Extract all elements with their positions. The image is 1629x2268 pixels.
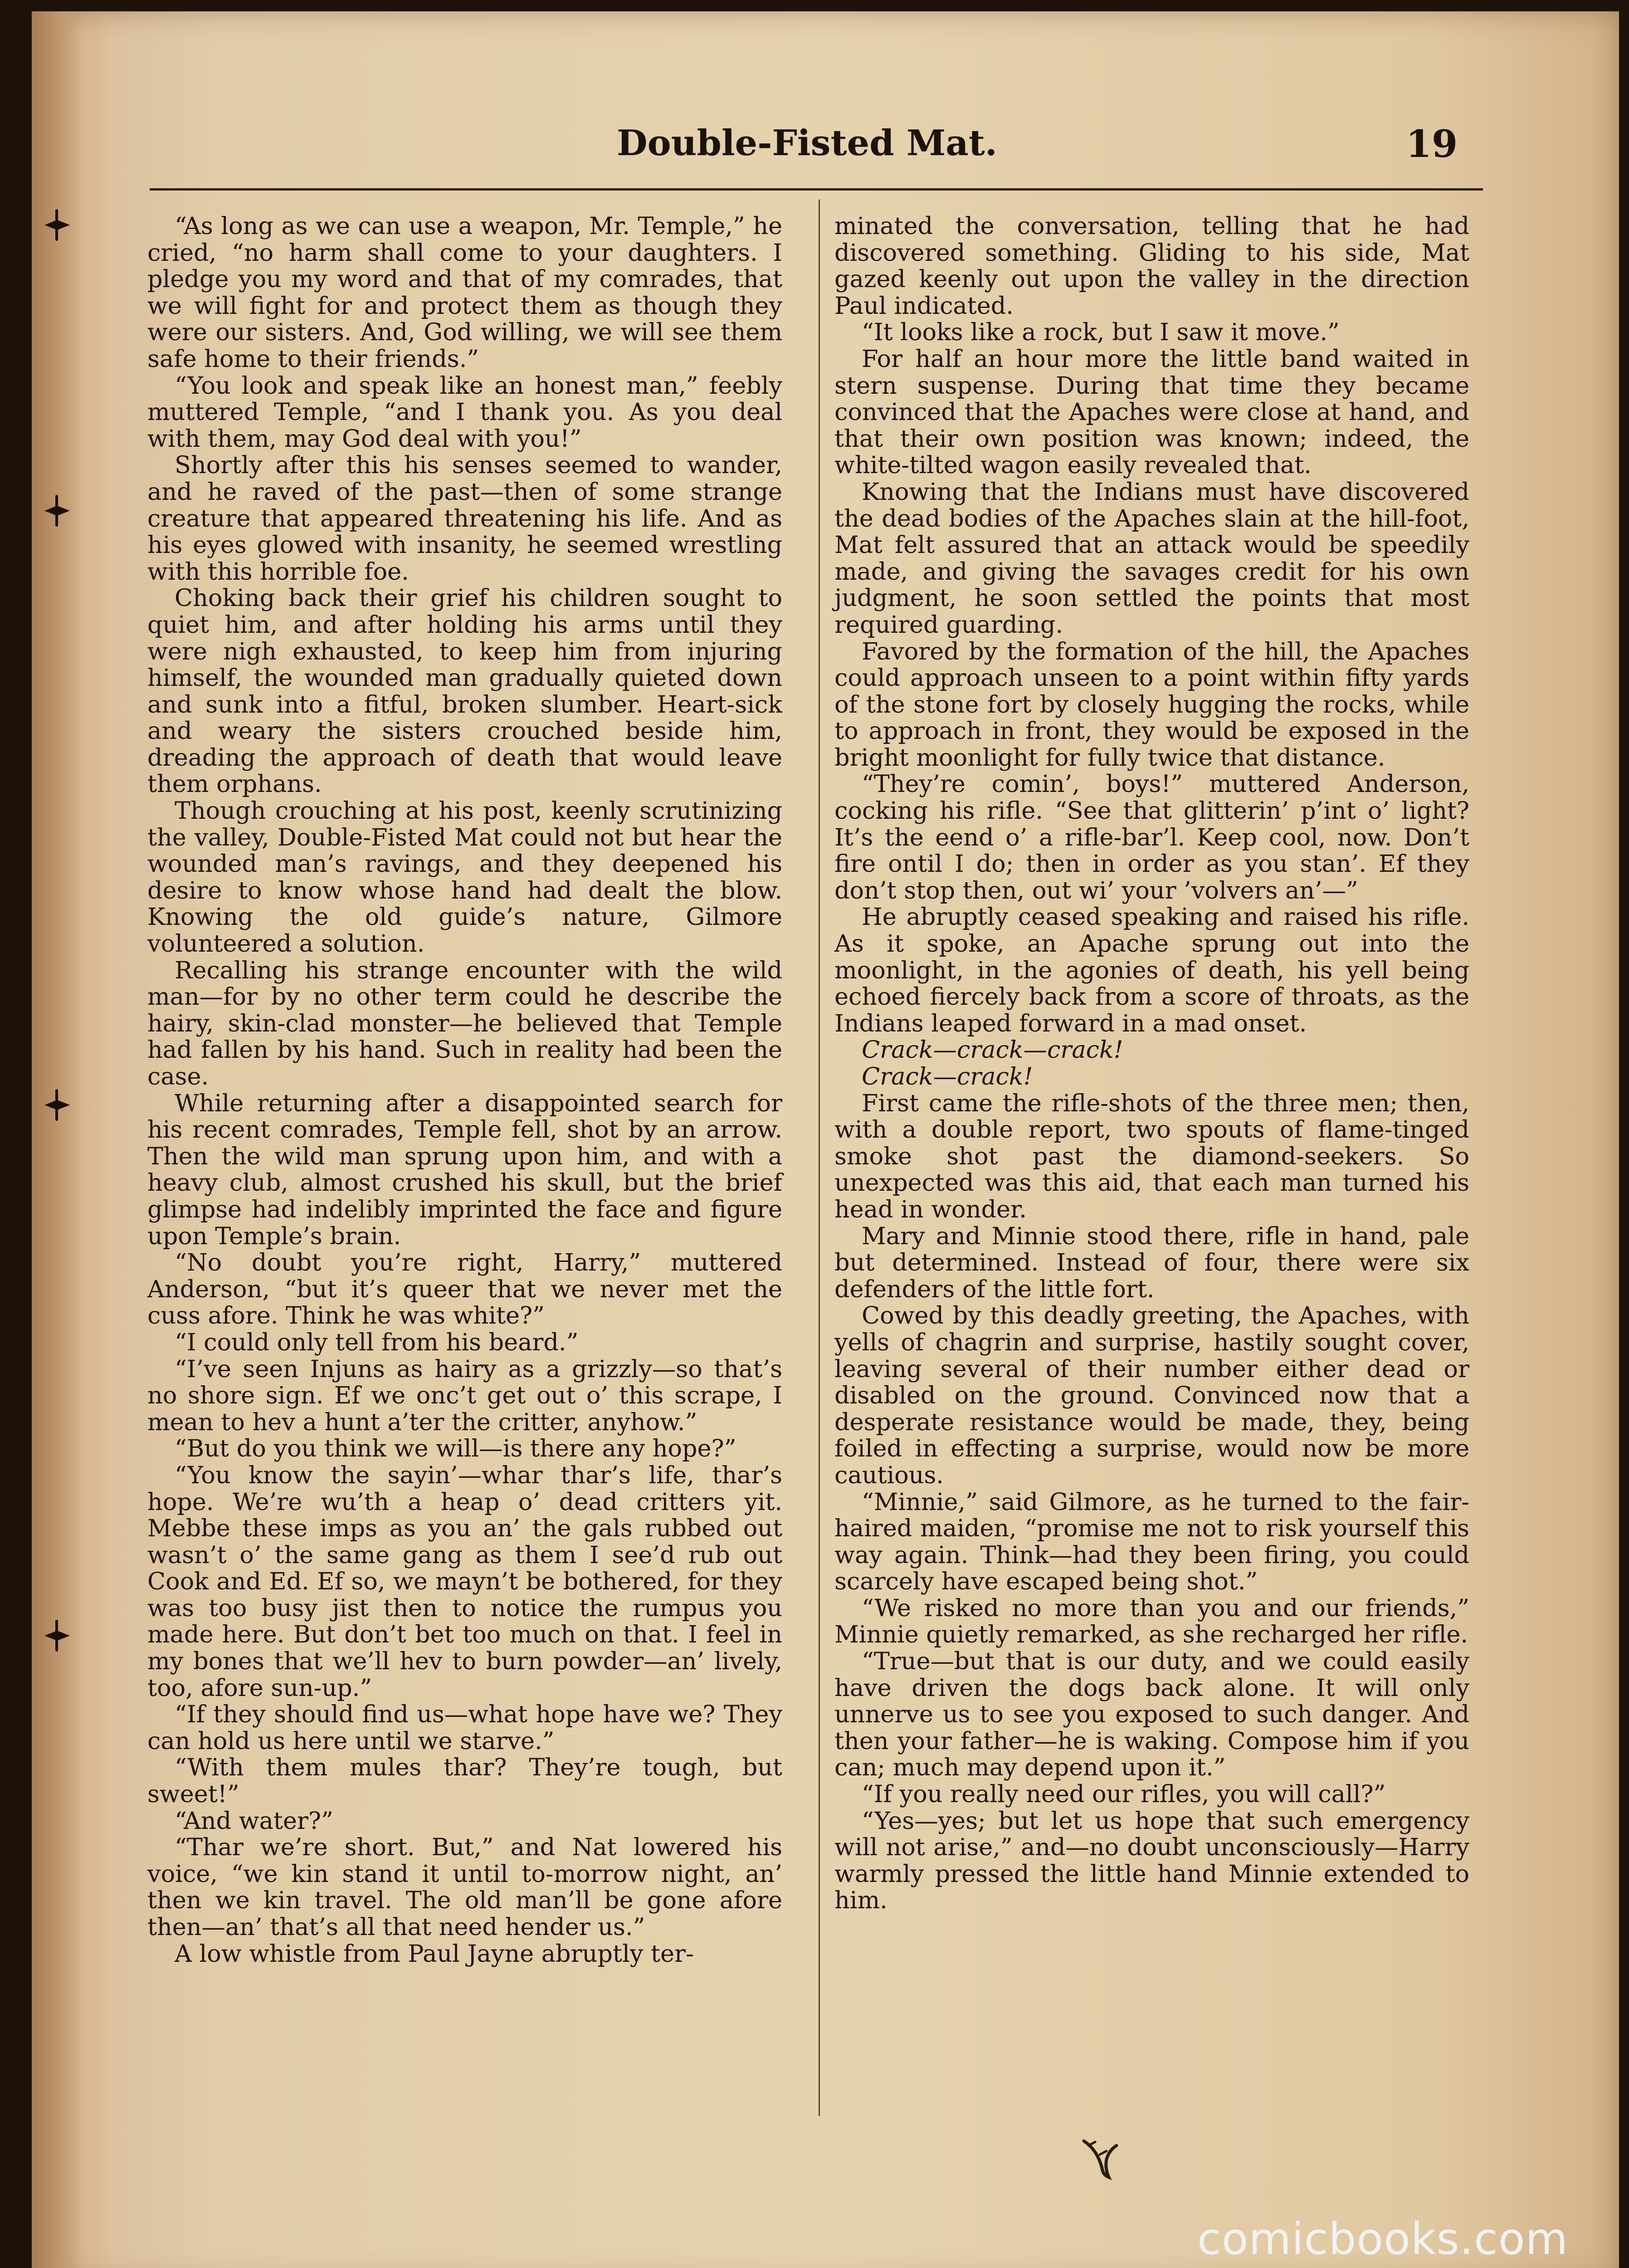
paragraph: “They’re comin’, boys!” muttered Anderson, cocking his rifle. “See that glitterin’ p’int o’ light? It’s the eend o’ a rifle-bar’l. Keep cool, now. Don’t fire ontil I do; then in order as you stan’. Ef they don’t stop then, out wi’ your ’volvers an’—” [834,770,1469,904]
binding-hole-icon [44,220,72,230]
paragraph: “You know the sayin’—whar thar’s life, thar’s hope. We’re wu’th a heap o’ dead critters yit. Mebbe these imps as you an’ the gals rubbed out wasn’t o’ the same gang as them I see’d rub out Cook and Ed. Ef so, we mayn’t be bothered, for they was too busy jist then to notice the rumpus you made here. But don’t bet too much on that. I feel in my bones that we’ll hev to burn powder—an’ lively, too, afore sun-up.” [147,1461,782,1702]
paragraph: “We risked no more than you and our friends,” Minnie quietly remarked, as she recharged her rifle. [834,1594,1469,1649]
paragraph: “Minnie,” said Gilmore, as he turned to the fair-haired maiden, “promise me not to risk yourself this way again. Think—had they been firing, you could scarcely have escaped being shot.” [834,1488,1469,1596]
paragraph: A low whistle from Paul Jayne abruptly ter- [175,1940,694,1968]
right-column [834,213,1469,1914]
paragraph: First came the rifle-shots of the three men; then, with a double report, two spouts of flame-tinged smoke shot past the diamond-seekers. So unexpected was this aid, that each man turned his head in wonder. [834,1089,1469,1223]
paragraph: “And water?” [175,1807,333,1835]
running-title: Double-Fisted Mat. [617,122,997,164]
page-number: 19 [1406,122,1458,166]
paragraph: minated the conversation, telling that he had discovered something. Gliding to his side, Mat gazed keenly out upon the valley in the direction Paul indicated. [834,212,1469,320]
paragraph: Choking back their grief his children sought to quiet him, and after holding his arms until they were nigh exhausted, to keep him from injuring himself, the wounded man gradually quieted down and sunk into a fitful, broken slumber. Heart-sick and weary the sisters crouched beside him, dreading the approach of death that would leave them orphans. [147,584,782,798]
paragraph: “As long as we can use a weapon, Mr. Temple,” he cried, “no harm shall come to your daughters. I pledge you my word and that of my comrades, that we will fight for and protect them as though they were our sisters. And, God willing, we will see them safe home to their friends.” [147,212,782,373]
paragraph: Knowing that the Indians must have discovered the dead bodies of the Apaches slain at the hill-foot, Mat felt assured that an attack would be speedily made, and giving the savages credit for his own judgment, he soon settled the points that most required guarding. [834,478,1469,639]
paragraph: Shortly after this his senses seemed to wander, and he raved of the past—then of some strange creature that appeared threatening his life. And as his eyes glowed with insanity, he seemed wrestling with this horrible foe. [147,451,782,586]
paragraph: Though crouching at his post, keenly scrutinizing the valley, Double-Fisted Mat could not but hear the wounded man’s ravings, and they deepened his desire to know whose hand had dealt the blow. Knowing the old guide’s nature, Gilmore volunteered a solution. [147,797,782,958]
binding-hole-icon [44,1100,72,1110]
binding-hole-icon [44,1631,72,1641]
ornament-icon [1075,2132,1125,2182]
paragraph: Recalling his strange encounter with the wild man—for by no other term could he describe the hairy, skin-clad monster—he believed that Temple had fallen by his hand. Such in reality had been the case. [147,956,782,1090]
paragraph: He abruptly ceased speaking and raised his rifle. As it spoke, an Apache sprung out into the moonlight, in the agonies of death, his yell being echoed fiercely back from a score of throats, as the Indians leaped forward in a mad onset. [834,903,1469,1037]
binding-margin [32,11,82,2268]
paragraph: “No doubt you’re right, Harry,” muttered Anderson, “but it’s queer that we never met the cuss afore. Think he was white?” [147,1249,782,1330]
paragraph: “It looks like a rock, but I saw it move.” [862,318,1340,347]
paragraph: While returning after a disappointed search for his recent comrades, Temple fell, shot by an arrow. Then the wild man sprung upon him, and with a heavy club, almost crushed his skull, but the brief glimpse had indelibly imprinted the face and figure upon Temple’s brain. [147,1089,782,1250]
paragraph: Favored by the formation of the hill, the Apaches could approach unseen to a point within fifty yards of the stone fort by closely hugging the rocks, while to approach in front, they would be exposed in the bright moonlight for fully twice that distance. [834,637,1469,772]
paragraph: “But do you think we will—is there any hope?” [175,1435,736,1463]
left-column [147,213,782,1967]
column-divider [819,200,820,2116]
paragraph: Mary and Minnie stood there, rifle in hand, pale but determined. Instead of four, there were six defenders of the little fort. [834,1222,1469,1303]
paragraph: “You look and speak like an honest man,” feebly muttered Temple, “and I thank you. As you deal with them, may God deal with you!” [147,371,782,453]
watermark: comicbooks.com [1197,2214,1569,2264]
paragraph: For half an hour more the little band waited in stern suspense. During that time they became convinced that the Apaches were close at hand, and that their own position was known; indeed, the white-tilted wagon easily revealed that. [834,345,1469,479]
paragraph: “True—but that is our duty, and we could easily have driven the dogs back alone. It will only unnerve us to see you exposed to such danger. And then your father—he is waking. Compose him if you can; much may depend upon it.” [834,1647,1469,1782]
paragraph: “I’ve seen Injuns as hairy as a grizzly—so that’s no shore sign. Ef we onc’t get out o’ this scrape, I mean to hev a hunt a’ter the critter, anyhow.” [147,1355,782,1436]
paragraph: Crack—crack! [862,1063,1033,1090]
paragraph: “Thar we’re short. But,” and Nat lowered his voice, “we kin stand it until to-morrow night, an’ then we kin travel. The old man’ll be gone afore then—an’ that’s all that need hender us.” [147,1833,782,1941]
header-rule [150,188,1483,191]
binding-hole-icon [44,506,72,516]
paragraph: “I could only tell from his beard.” [175,1328,579,1356]
paragraph: “If you really need our rifles, you will call?” [862,1780,1386,1809]
paragraph: “Yes—yes; but let us hope that such emergency will not arise,” and—no doubt unconsciously—Harry warmly pressed the little hand Minnie extended to him. [834,1807,1469,1915]
paragraph: Cowed by this deadly greeting, the Apaches, with yells of chagrin and surprise, hastily sought cover, leaving several of their number either dead or disabled on the ground. Convinced now that a desperate resistance would be made, they, being foiled in effecting a surprise, would now be more cautious. [834,1302,1469,1489]
paragraph: “If they should find us—what hope have we? They can hold us here until we starve.” [147,1701,782,1755]
paragraph: “With them mules thar? They’re tough, but sweet!” [147,1754,782,1809]
paragraph: Crack—crack—crack! [862,1036,1123,1064]
